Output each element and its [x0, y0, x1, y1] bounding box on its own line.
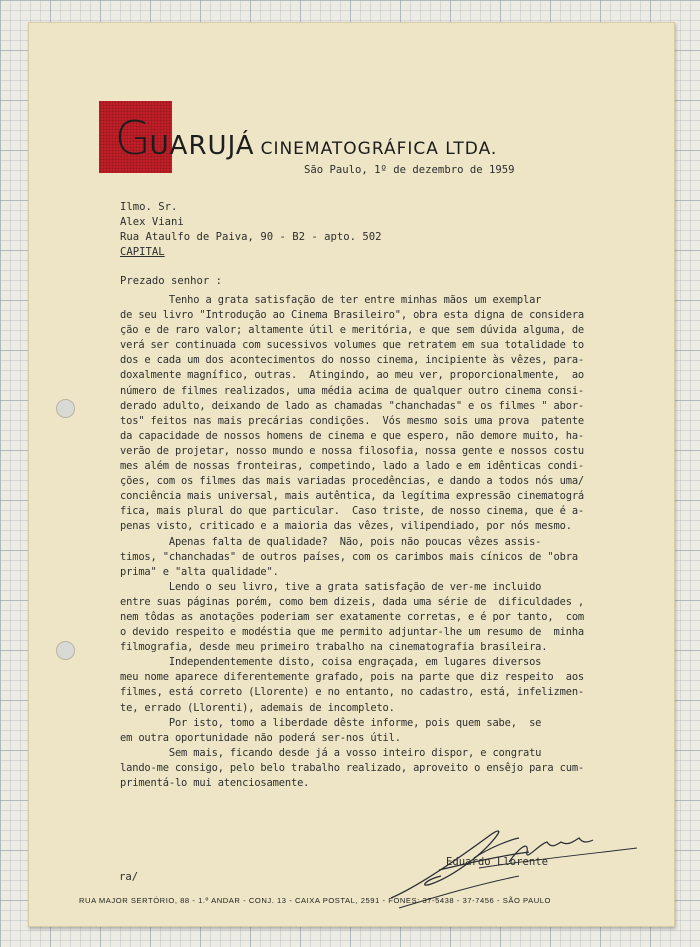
body-line: tos" feitos nas mais precárias condições. Vós mesmo sois uma prova patente	[120, 414, 585, 427]
body-line: meu nome aparece diferentemente grafado, pois na parte que diz respeito aos	[120, 671, 585, 684]
body-line: mes além de nossas fronteiras, competindo, lado a lado e em idênticas condi-	[120, 460, 585, 473]
body-line: Lendo o seu livro, tive a grata satisfação de ver-me incluido	[120, 580, 542, 593]
body-line: Apenas falta de qualidade? Não, pois não poucas vêzes assis-	[120, 535, 542, 548]
body-line: fica, mais plural do que particular. Caso triste, de nosso cinema, que é a-	[120, 505, 585, 518]
body-line: Por isto, tomo a liberdade dêste informe, pois quem sabe, se	[120, 716, 542, 729]
body-line: timos, "chanchadas" de outros países, com os carimbos mais cínicos de "obra	[120, 550, 578, 563]
company-name-part: UARUJÁ	[149, 131, 255, 161]
company-name	[115, 111, 497, 165]
body-line: ções, com os filmes das mais variadas procedências, e dando a todos nós uma/	[120, 475, 585, 488]
body-line: ção e de raro valor; altamente útil e meritória, e que sem dúvida alguma, de	[120, 324, 585, 337]
body-line: entre suas páginas porém, como bem dizeis, dada uma série de dificuldades ,	[120, 595, 585, 608]
body-line: te, errado (Llorenti), ademais de incompleto.	[120, 701, 395, 714]
body-line: nem tôdas as anotações poderiam ser exatamente corretas, e é por tanto, com	[120, 610, 585, 623]
punch-hole-upper	[56, 399, 75, 418]
body-line: verão de projetar, nosso mundo e nossa filosofia, nossa gente e nossos costu	[120, 444, 585, 457]
body-line: filmografia, desde meu primeiro trabalho na cinematografia brasileira.	[120, 641, 548, 654]
body-line: verá ser continuada com sucessivos volumes que retratem em sua totalidade to	[120, 339, 585, 352]
body-line: da capacidade de nossos homens de cinema e que espero, não demore muito, ha-	[120, 429, 585, 442]
recipient-title: Ilmo. Sr.	[120, 201, 178, 213]
body-line: doxalmente magnífico, outras. Atingindo, ao meu ver, proporcionalmente, ao	[120, 369, 585, 382]
body-line: primentá-lo mui atenciosamente.	[120, 777, 310, 789]
body-line: o devido respeito e modéstia que me permito adjuntar-lhe um resumo de minha	[120, 626, 585, 639]
body-line: em outra oportunidade não poderá ser-nos útil.	[120, 731, 401, 744]
body-line: Sem mais, ficando desde já a vosso inteiro dispor, e congratu	[120, 746, 542, 759]
body-line: conciência mais universal, mais autêntica, da legítima expressão cinematográ	[120, 490, 585, 503]
letterhead-footer-address: RUA MAJOR SERTÓRIO, 88 - 1.º ANDAR - CONJ. 13 - CAIXA POSTAL, 2591 - FONES: 37-5438 - 37-7456 - SÃO PAULO	[79, 896, 551, 905]
company-initial: G	[115, 111, 150, 165]
body-line: penas visto, criticado e a maioria das vêzes, vilipendiado, por nós mesmo.	[120, 520, 572, 533]
letter-paper	[28, 22, 675, 927]
salutation: Prezado senhor :	[120, 275, 223, 287]
body-line: prima" e "alta qualidade".	[120, 565, 279, 578]
recipient-street: Rua Ataulfo de Paiva, 90 - B2 - apto. 502	[120, 231, 382, 243]
body-line: de seu livro "Introdução ao Cinema Brasileiro", obra esta digna de considera	[120, 309, 585, 322]
body-line: Independentemente disto, coisa engraçada, em lugares diversos	[120, 656, 542, 669]
body-line: número de filmes realizados, uma média acima de qualquer outro cinema consi-	[120, 384, 585, 397]
body-line: dos e cada um dos acontecimentos do nosso cinema, incipiente às vêzes, para-	[120, 354, 585, 367]
recipient-name: Alex Viani	[120, 216, 184, 228]
letter-body	[120, 293, 660, 791]
body-line: Tenho a grata satisfação de ter entre minhas mãos um exemplar	[120, 294, 542, 306]
body-line: derado adulto, deixando de lado as chamadas "chanchadas" e os filmes " abor-	[120, 399, 585, 412]
typist-initials: ra/	[119, 871, 139, 883]
recipient-city: CAPITAL	[120, 246, 165, 258]
typed-signature-name: Eduardo Llorente	[446, 856, 549, 868]
punch-hole-lower	[56, 641, 75, 660]
body-line: filmes, está correto (Llorente) e no entanto, no cadastro, está, infelizmen-	[120, 686, 585, 699]
body-line: lando-me consigo, pelo belo trabalho realizado, aproveito o ensêjo para cum-	[120, 761, 585, 774]
date-line: São Paulo, 1º de dezembro de 1959	[304, 164, 515, 176]
company-name-tail: CINEMATOGRÁFICA LTDA.	[260, 139, 498, 159]
